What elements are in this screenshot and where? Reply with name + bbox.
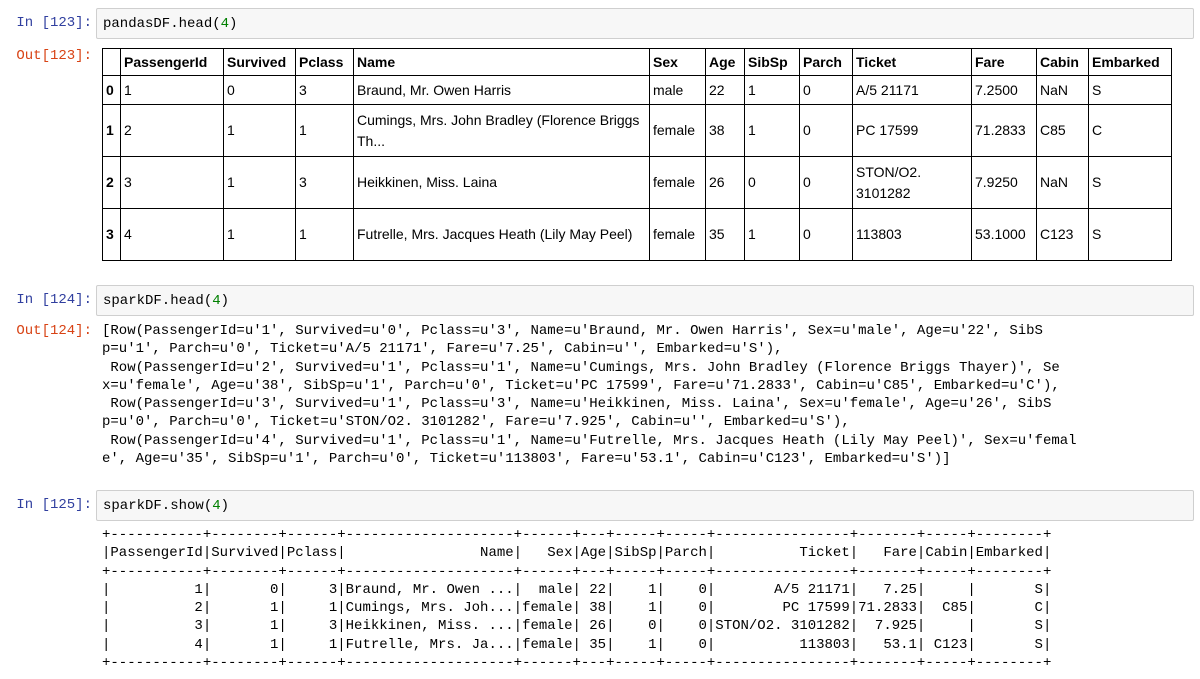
table-cell: 1: [745, 76, 800, 105]
table-cell: 0: [800, 157, 853, 209]
column-header: [103, 49, 121, 76]
output-text: [102, 526, 1051, 672]
output-line: +-----------+--------+------+--------------------+------+---+-----+-----+----------------+-------+-----+--------+: [102, 655, 1052, 672]
table-cell: Braund, Mr. Owen Harris: [354, 76, 650, 105]
code-number: 4: [212, 497, 221, 514]
column-header: Age: [706, 49, 745, 76]
output-line: +-----------+--------+------+--------------------+------+---+-----+-----+----------------+-------+-----+--------+: [102, 527, 1052, 543]
code-cell-input[interactable]: [96, 490, 1194, 521]
table-cell: S: [1089, 76, 1172, 105]
table-cell: 7.9250: [972, 157, 1037, 209]
output-prompt: Out[123]:: [16, 48, 92, 64]
table-row: [103, 105, 1172, 157]
table-cell: 71.2833: [972, 105, 1037, 157]
output-line: | 3| 1| 3|Heikkinen, Miss. ...|female| 26| 0| 0|STON/O2. 3101282| 7.925| | S|: [102, 618, 1052, 635]
row-index: 3: [103, 209, 121, 261]
input-prompt: In [125]:: [16, 497, 92, 513]
output-line: +-----------+--------+------+--------------------+------+---+-----+-----+----------------+-------+-----+--------+: [102, 563, 1052, 580]
output-line: e', Age=u'35', SibSp=u'1', Parch=u'0', Ticket=u'113803', Fare=u'53.1', Cabin=u'C123', Embarked=u'S')]: [102, 451, 951, 468]
column-header: Fare: [972, 49, 1037, 76]
table-cell: Heikkinen, Miss. Laina: [354, 157, 650, 209]
output-line: p=u'0', Parch=u'0', Ticket=u'STON/O2. 3101282', Fare=u'7.925', Cabin=u'', Embarked=u'S'),: [102, 414, 850, 431]
table-cell: Futrelle, Mrs. Jacques Heath (Lily May Peel): [354, 209, 650, 261]
column-header: Name: [354, 49, 650, 76]
dataframe-table: [102, 48, 1172, 261]
table-cell: 1: [745, 209, 800, 261]
table-cell: 0: [800, 76, 853, 105]
table-cell: female: [650, 157, 706, 209]
column-header: Parch: [800, 49, 853, 76]
code-number: 4: [212, 292, 221, 309]
row-index: 2: [103, 157, 121, 209]
table-cell: 0: [800, 209, 853, 261]
table-cell: 7.2500: [972, 76, 1037, 105]
output-line: [Row(PassengerId=u'1', Survived=u'0', Pclass=u'3', Name=u'Braund, Mr. Owen Harris', Sex=u'male', Age=u'22', SibS: [102, 323, 1043, 339]
table-cell: 0: [224, 76, 296, 105]
table-cell: PC 17599: [853, 105, 972, 157]
table-cell: 1: [224, 105, 296, 157]
table-cell: STON/O2. 3101282: [853, 157, 972, 209]
table-cell: Cumings, Mrs. John Bradley (Florence Briggs Th...: [354, 105, 650, 157]
column-header: Cabin: [1037, 49, 1089, 76]
table-cell: 1: [296, 209, 354, 261]
column-header: SibSp: [745, 49, 800, 76]
table-cell: 3: [296, 76, 354, 105]
output-line: | 1| 0| 3|Braund, Mr. Owen ...| male| 22| 1| 0| A/5 21171| 7.25| | S|: [102, 581, 1052, 598]
table-cell: NaN: [1037, 76, 1089, 105]
code-cell-input[interactable]: [96, 8, 1194, 39]
code-cell-input[interactable]: [96, 285, 1194, 316]
table-cell: S: [1089, 209, 1172, 261]
input-prompt: In [124]:: [16, 292, 92, 308]
row-index: 1: [103, 105, 121, 157]
column-header: Pclass: [296, 49, 354, 76]
output-line: | 2| 1| 1|Cumings, Mrs. Joh...|female| 38| 1| 0| PC 17599|71.2833| C85| C|: [102, 600, 1052, 617]
column-header: Survived: [224, 49, 296, 76]
table-cell: 2: [121, 105, 224, 157]
output-line: x=u'female', Age=u'38', SibSp=u'1', Parch=u'0', Ticket=u'PC 17599', Fare=u'71.2833', Cabin=u'C85', Embarked=u'C'),: [102, 377, 1060, 394]
output-line: | 4| 1| 1|Futrelle, Mrs. Ja...|female| 35| 1| 0| 113803| 53.1| C123| S|: [102, 636, 1052, 653]
table-cell: 26: [706, 157, 745, 209]
table-row: [103, 157, 1172, 209]
table-cell: 0: [745, 157, 800, 209]
output-text: [102, 322, 1077, 468]
table-cell: A/5 21171: [853, 76, 972, 105]
table-cell: 113803: [853, 209, 972, 261]
code-text: sparkDF.show(: [103, 497, 213, 514]
output-line: p=u'1', Parch=u'0', Ticket=u'A/5 21171', Fare=u'7.25', Cabin=u'', Embarked=u'S'),: [102, 341, 783, 358]
output-line: Row(PassengerId=u'4', Survived=u'1', Pclass=u'1', Name=u'Futrelle, Mrs. Jacques Heath (Lily May Peel)', Sex=u'femal: [102, 432, 1077, 449]
code-text: ): [220, 292, 230, 309]
table-cell: female: [650, 209, 706, 261]
row-index: 0: [103, 76, 121, 105]
column-header: Embarked: [1089, 49, 1172, 76]
table-cell: male: [650, 76, 706, 105]
output-line: Row(PassengerId=u'3', Survived=u'1', Pclass=u'3', Name=u'Heikkinen, Miss. Laina', Sex=u'female', Age=u'26', SibS: [102, 396, 1052, 413]
table-cell: 3: [296, 157, 354, 209]
table-cell: C: [1089, 105, 1172, 157]
output-line: |PassengerId|Survived|Pclass| Name| Sex|Age|SibSp|Parch| Ticket| Fare|Cabin|Embarked|: [102, 545, 1052, 562]
code-number: 4: [220, 15, 230, 32]
table-cell: 1: [296, 105, 354, 157]
table-header-row: [103, 49, 1172, 76]
column-header: PassengerId: [121, 49, 224, 76]
table-cell: 0: [800, 105, 853, 157]
code-text: ): [220, 497, 230, 514]
table-cell: 22: [706, 76, 745, 105]
table-cell: NaN: [1037, 157, 1089, 209]
output-prompt: Out[124]:: [16, 323, 92, 339]
table-cell: 1: [745, 105, 800, 157]
table-cell: C85: [1037, 105, 1089, 157]
table-row: [103, 76, 1172, 105]
table-cell: 3: [121, 157, 224, 209]
table-cell: 1: [121, 76, 224, 105]
code-text: pandasDF.head(: [103, 15, 221, 32]
table-cell: 1: [224, 157, 296, 209]
output-line: Row(PassengerId=u'2', Survived=u'1', Pclass=u'1', Name=u'Cumings, Mrs. John Bradley (Florence Briggs Thayer)', Se: [102, 359, 1060, 376]
code-text: sparkDF.head(: [103, 292, 213, 309]
table-row: [103, 209, 1172, 261]
table-cell: C123: [1037, 209, 1089, 261]
column-header: Ticket: [853, 49, 972, 76]
column-header: Sex: [650, 49, 706, 76]
code-text: ): [229, 15, 238, 32]
table-cell: 38: [706, 105, 745, 157]
table-cell: 4: [121, 209, 224, 261]
table-cell: S: [1089, 157, 1172, 209]
table-cell: 35: [706, 209, 745, 261]
table-cell: 1: [224, 209, 296, 261]
input-prompt: In [123]:: [16, 15, 92, 31]
table-cell: 53.1000: [972, 209, 1037, 261]
table-cell: female: [650, 105, 706, 157]
